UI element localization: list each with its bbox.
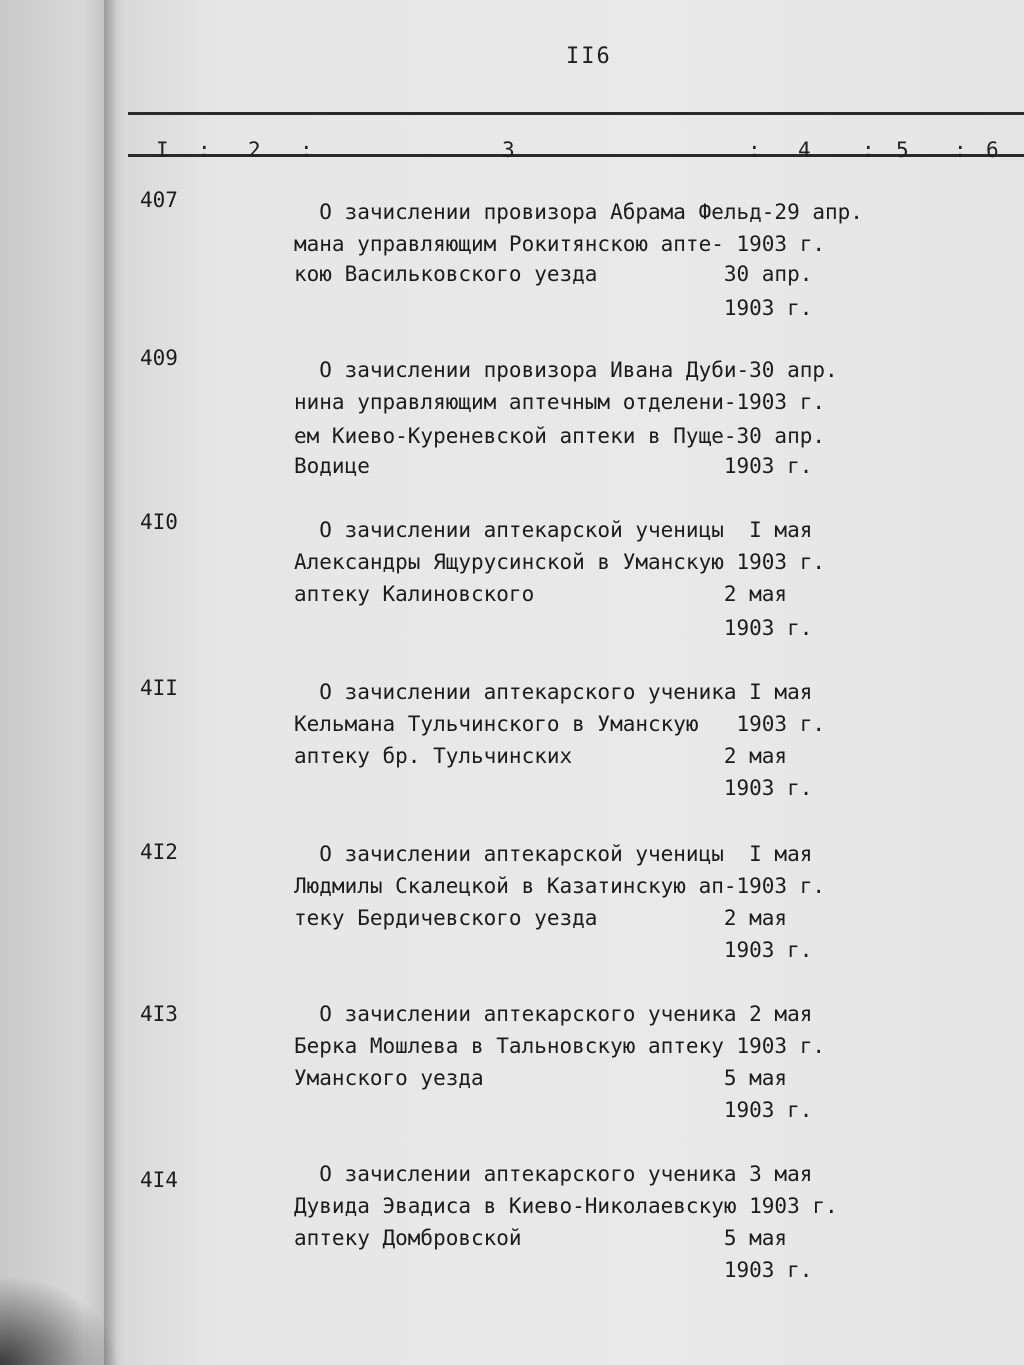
header-bottom-rule	[128, 154, 1024, 157]
finger-shadow	[0, 1275, 120, 1365]
entry-line: мана управляющим Рокитянскою апте- 1903 г.	[294, 232, 826, 256]
entry-line: 1903 г.	[294, 776, 813, 800]
entry-line: О зачислении провизора Ивана Дуби-30 апр.	[294, 358, 838, 382]
entry-line: 1903 г.	[294, 1098, 813, 1122]
col-sep: :	[862, 138, 875, 162]
col-sep: :	[748, 138, 761, 162]
entry-line: О зачислении аптекарского ученика I мая	[294, 680, 813, 704]
entry-line: Дувида Эвадиса в Киево-Николаевскую 1903 г.	[294, 1194, 838, 1218]
entry-line: 1903 г.	[294, 616, 813, 640]
entry-line: О зачислении аптекарского ученика 3 мая	[294, 1162, 813, 1186]
entry-number: 4II	[140, 676, 178, 700]
page-number: II6	[566, 44, 612, 69]
entry-number: 407	[140, 188, 178, 212]
entry-number: 4I0	[140, 510, 178, 534]
header-top-rule	[128, 112, 1024, 115]
entry-number: 4I4	[140, 1168, 178, 1192]
col-sep: :	[198, 138, 211, 162]
entry-line: 1903 г.	[294, 1258, 813, 1282]
entry-line: аптеку Домбровской 5 мая	[294, 1226, 788, 1250]
book-gutter	[104, 0, 126, 1365]
col-header-6: 6	[986, 138, 999, 162]
entry-number: 409	[140, 346, 178, 370]
entry-line: Водице 1903 г.	[294, 454, 813, 478]
col-header-3: 3	[502, 138, 515, 162]
entry-line: Уманского уезда 5 мая	[294, 1066, 788, 1090]
entry-line: О зачислении аптекарской ученицы I мая	[294, 842, 813, 866]
entry-line: нина управляющим аптечным отделени-1903 г.	[294, 390, 826, 414]
entry-line: О зачислении аптекарского ученика 2 мая	[294, 1002, 813, 1026]
entry-line: 1903 г.	[294, 296, 813, 320]
entry-line: О зачислении провизора Абрама Фельд-29 апр.	[294, 200, 863, 224]
entry-line: Людмилы Скалецкой в Казатинскую ап-1903 г.	[294, 874, 826, 898]
left-page-edge	[0, 0, 118, 1365]
col-header-4: 4	[798, 138, 811, 162]
entry-number: 4I2	[140, 840, 178, 864]
entry-line: Александры Ящурусинской в Уманскую 1903 г.	[294, 550, 826, 574]
entry-line: Берка Мошлева в Тальновскую аптеку 1903 г.	[294, 1034, 826, 1058]
col-header-1: I	[156, 138, 169, 162]
col-sep: :	[300, 138, 313, 162]
entry-line: ем Киево-Куреневской аптеки в Пуще-30 апр.	[294, 424, 826, 448]
entry-number: 4I3	[140, 1002, 178, 1026]
entry-line: аптеку бр. Тульчинских 2 мая	[294, 744, 788, 768]
entry-line: кою Васильковского уезда 30 апр.	[294, 262, 813, 286]
entry-line: Кельмана Тульчинского в Уманскую 1903 г.	[294, 712, 826, 736]
col-header-2: 2	[248, 138, 261, 162]
col-sep: :	[954, 138, 967, 162]
entry-line: аптеку Калиновского 2 мая	[294, 582, 788, 606]
entry-line: теку Бердичевского уезда 2 мая	[294, 906, 788, 930]
entry-line: О зачислении аптекарской ученицы I мая	[294, 518, 813, 542]
col-header-5: 5	[896, 138, 909, 162]
entry-line: 1903 г.	[294, 938, 813, 962]
